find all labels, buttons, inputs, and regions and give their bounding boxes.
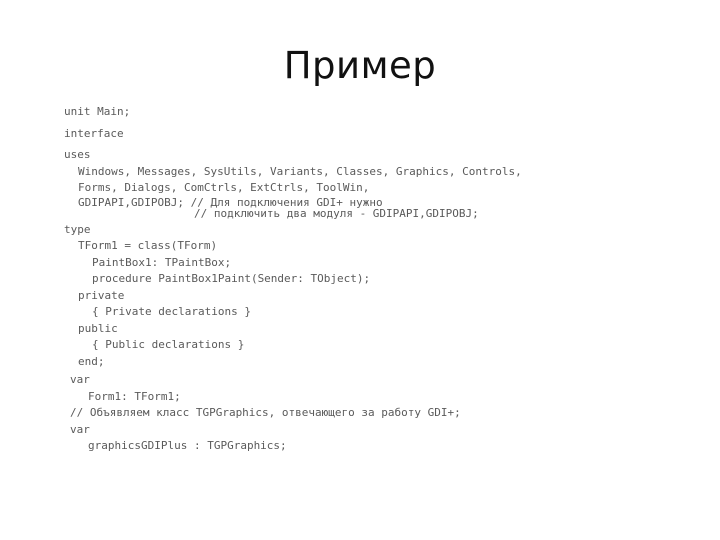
code-line: TForm1 = class(TForm) (78, 239, 218, 252)
code-line: graphicsGDIPlus : TGPGraphics; (88, 439, 287, 452)
code-line: procedure PaintBox1Paint(Sender: TObject); (92, 272, 371, 285)
code-line: var (70, 373, 90, 386)
code-line: uses (64, 148, 91, 161)
code-line: end; (78, 354, 105, 368)
code-comment: // Объявляем класс TGPGraphics, отвечающего за работу GDI+; (70, 406, 461, 419)
code-line: type (64, 222, 91, 236)
code-line: public (78, 321, 118, 335)
code-line: PaintBox1: TPaintBox; (92, 255, 232, 269)
code-line: var (70, 422, 90, 436)
code-line: interface (64, 126, 124, 140)
code-listing (64, 104, 694, 455)
code-line: { Public declarations } (92, 338, 245, 351)
code-line: Windows, Messages, SysUtils, Variants, Classes, Graphics, Controls, (78, 164, 522, 178)
code-line: Form1: TForm1; (88, 389, 181, 403)
code-line: { Private declarations } (92, 305, 251, 318)
code-line: unit Main; (64, 105, 131, 118)
code-line: Forms, Dialogs, ComCtrls, ExtCtrls, ToolWin, (78, 181, 370, 194)
code-comment: // подключить два модуля - GDIPAPI,GDIPOBJ; (194, 208, 479, 220)
code-line: private (78, 288, 125, 302)
code-line: GDIPAPI,GDIPOBJ; // Для подключения GDI+ нужно (78, 196, 383, 208)
slide-title: Пример (283, 44, 437, 87)
